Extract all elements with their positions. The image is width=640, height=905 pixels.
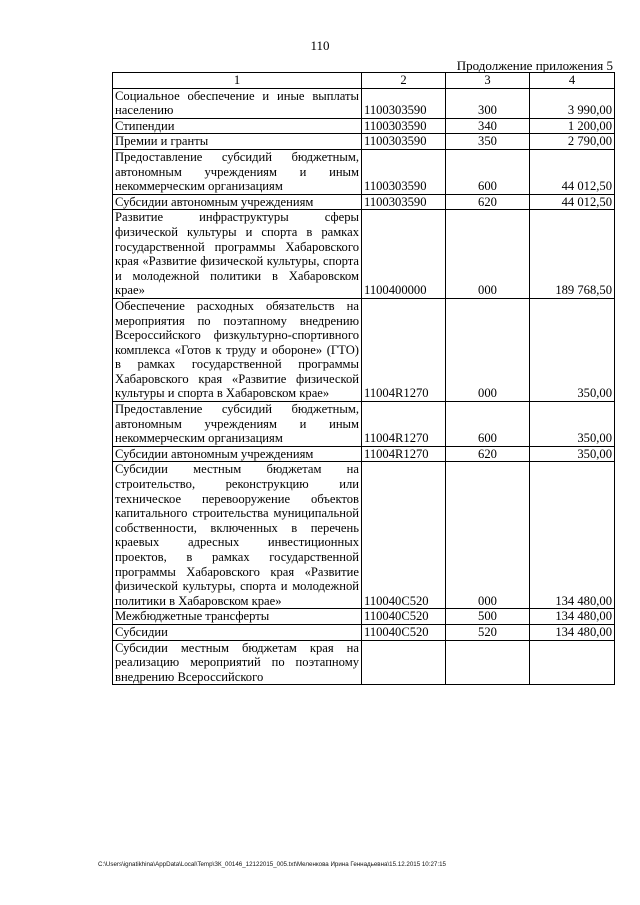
- row-expense-type: 000: [446, 298, 530, 401]
- row-expense-type: 600: [446, 402, 530, 447]
- row-amount: 134 480,00: [530, 462, 615, 609]
- row-amount: [530, 640, 615, 685]
- row-expense-type: 340: [446, 118, 530, 134]
- table-row: [113, 149, 615, 194]
- page-number: 110: [310, 38, 330, 53]
- continuation-label: Продолжение приложения 5: [456, 58, 613, 73]
- row-expense-type: 300: [446, 88, 530, 118]
- row-amount: 189 768,50: [530, 210, 615, 299]
- row-name: Субсидии местным бюджетам края на реализацию мероприятий по поэтапному внедрению Всероссийского: [113, 640, 362, 685]
- row-expense-type: 520: [446, 624, 530, 640]
- row-name: Субсидии автономным учреждениям: [113, 446, 362, 462]
- row-target-code: 1100303590: [362, 118, 446, 134]
- row-amount: 134 480,00: [530, 624, 615, 640]
- budget-table: [112, 72, 615, 685]
- row-amount: 134 480,00: [530, 609, 615, 625]
- table-row: [113, 446, 615, 462]
- row-target-code: 1100303590: [362, 149, 446, 194]
- table-row: [113, 210, 615, 299]
- row-expense-type: 620: [446, 446, 530, 462]
- row-target-code: 110040С520: [362, 609, 446, 625]
- row-amount: 1 200,00: [530, 118, 615, 134]
- row-amount: 44 012,50: [530, 149, 615, 194]
- row-name: Субсидии местным бюджетам на строительство, реконструкцию или техническое перевооружение объектов капитального строительства муниципальной собственности, включенных в перечень краевых адресных инвестиционных проектов, в рамках государственной программы Хабаровского края «Развитие физической культуры, спорта и молодежной политики в Хабаровском крае»: [113, 462, 362, 609]
- file-path-footer: C:\Users\ignatikhina\AppData\Local\Temp\ЗК_00146_12122015_005.txt\Меленкова Ирина Геннадьевна\15.12.2015 10:27:15: [98, 861, 446, 868]
- row-expense-type: 620: [446, 194, 530, 210]
- row-name: Предоставление субсидий бюджетным, автономным учреждениям и иным некоммерческим организациям: [113, 402, 362, 447]
- column-header: 2: [362, 73, 446, 89]
- row-name: Обеспечение расходных обязательств на мероприятия по поэтапному внедрению Всероссийского физкультурно-спортивного комплекса «Готов к труду и обороне» (ГТО) в рамках государственной программы Хабаровского края «Развитие физической культуры и спорта в Хабаровском крае»: [113, 298, 362, 401]
- row-expense-type: 000: [446, 462, 530, 609]
- row-name: Премии и гранты: [113, 134, 362, 150]
- row-amount: 350,00: [530, 298, 615, 401]
- row-name: Развитие инфраструктуры сферы физической культуры и спорта в рамках государственной программы Хабаровского края «Развитие физической культуры, спорта и молодежной политики в Хабаровском крае»: [113, 210, 362, 299]
- row-amount: 350,00: [530, 446, 615, 462]
- row-expense-type: [446, 640, 530, 685]
- row-name: Межбюджетные трансферты: [113, 609, 362, 625]
- row-name: Социальное обеспечение и иные выплаты населению: [113, 88, 362, 118]
- row-expense-type: 350: [446, 134, 530, 150]
- row-name: Субсидии автономным учреждениям: [113, 194, 362, 210]
- row-expense-type: 000: [446, 210, 530, 299]
- row-target-code: 1100400000: [362, 210, 446, 299]
- row-expense-type: 500: [446, 609, 530, 625]
- row-expense-type: 600: [446, 149, 530, 194]
- row-amount: 44 012,50: [530, 194, 615, 210]
- table-row: [113, 118, 615, 134]
- column-header: 3: [446, 73, 530, 89]
- row-amount: 2 790,00: [530, 134, 615, 150]
- row-target-code: 110040С520: [362, 624, 446, 640]
- table-row: [113, 624, 615, 640]
- row-amount: 3 990,00: [530, 88, 615, 118]
- row-name: Предоставление субсидий бюджетным, автономным учреждениям и иным некоммерческим организациям: [113, 149, 362, 194]
- row-target-code: 11004R1270: [362, 402, 446, 447]
- table-row: [113, 88, 615, 118]
- row-target-code: [362, 640, 446, 685]
- row-target-code: 11004R1270: [362, 446, 446, 462]
- row-target-code: 11004R1270: [362, 298, 446, 401]
- table-row: [113, 402, 615, 447]
- column-header: 4: [530, 73, 615, 89]
- row-amount: 350,00: [530, 402, 615, 447]
- table-header-row: [113, 73, 615, 89]
- table-row: [113, 640, 615, 685]
- column-header: 1: [113, 73, 362, 89]
- table-row: [113, 134, 615, 150]
- row-target-code: 1100303590: [362, 134, 446, 150]
- row-target-code: 110040С520: [362, 462, 446, 609]
- row-target-code: 1100303590: [362, 88, 446, 118]
- table-row: [113, 609, 615, 625]
- table-row: [113, 194, 615, 210]
- row-name: Субсидии: [113, 624, 362, 640]
- table-row: [113, 462, 615, 609]
- row-target-code: 1100303590: [362, 194, 446, 210]
- table-row: [113, 298, 615, 401]
- row-name: Стипендии: [113, 118, 362, 134]
